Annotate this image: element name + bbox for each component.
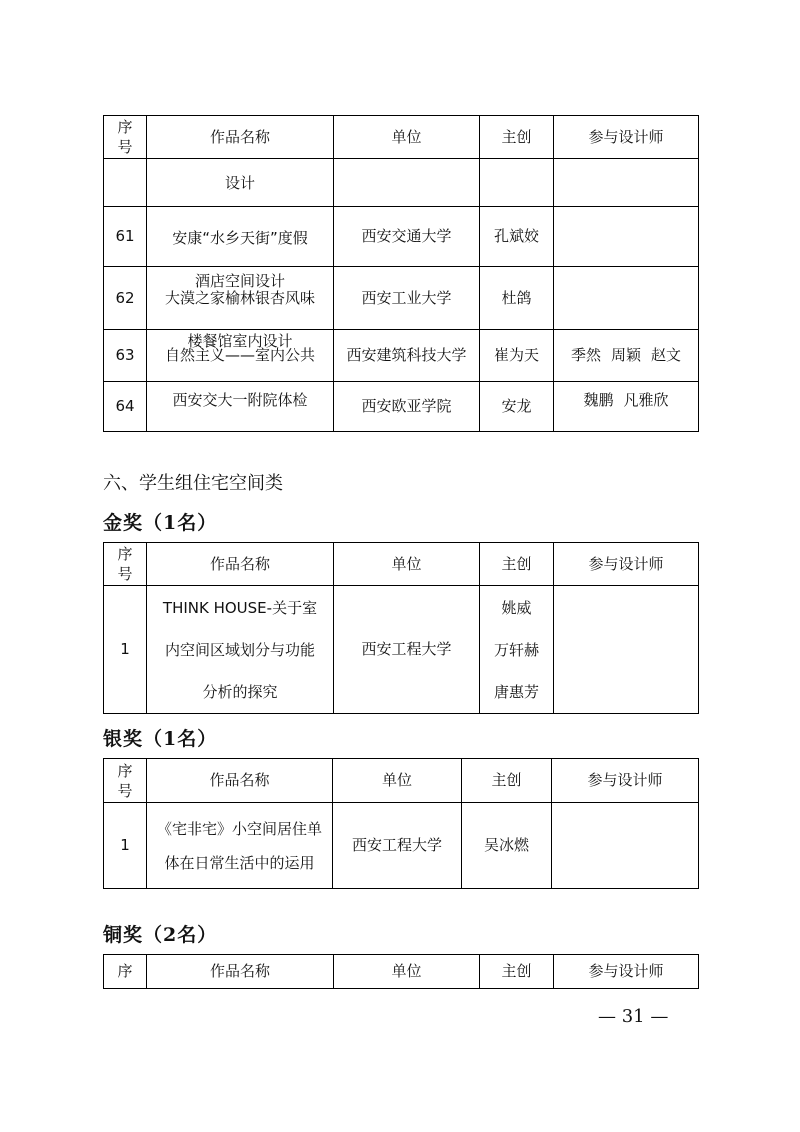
header-unit: 单位 <box>334 955 480 989</box>
table-row: 63 自然主义——室内公共 西安建筑科技大学 崔为天 季然 周颖 赵文 <box>104 330 699 382</box>
table-header-row <box>104 955 699 989</box>
header-designers: 参与设计师 <box>554 116 699 159</box>
table-header-row <box>104 116 699 159</box>
work-title-cell: 安康“水乡天街”度假 酒店空间设计 <box>147 207 334 267</box>
table-row: 64 西安交大一附院体检 西安欧亚学院 安龙 魏鹏 凡雅欣 <box>104 382 699 432</box>
header-work: 作品名称 <box>147 759 333 803</box>
bronze-award-title: 铜奖（2名） <box>103 924 218 946</box>
table-row: 1 《宅非宅》小空间居住单 体在日常生活中的运用 西安工程大学 吴冰燃 <box>104 803 699 889</box>
header-seq: 序 号 <box>104 543 147 586</box>
gold-award-title: 金奖（1名） <box>103 512 218 534</box>
header-designers: 参与设计师 <box>554 955 699 989</box>
table-row: 62 大漠之家榆林银杏风味 楼餐馆室内设计 西安工业大学 杜鸽 <box>104 267 699 330</box>
silver-award-title: 银奖（1名） <box>103 728 218 750</box>
header-seq: 序 号 <box>104 116 147 159</box>
table-header-row <box>104 759 699 803</box>
silver-award-table <box>103 758 699 889</box>
header-unit: 单位 <box>333 759 462 803</box>
page-number: — 31 — <box>598 1006 669 1027</box>
header-unit: 单位 <box>334 543 480 586</box>
section-heading: 六、学生组住宅空间类 <box>103 473 283 494</box>
header-work: 作品名称 <box>147 543 334 586</box>
header-lead: 主创 <box>480 116 554 159</box>
table-row: 设计 <box>104 159 699 207</box>
header-lead: 主创 <box>462 759 552 803</box>
header-lead: 主创 <box>480 955 554 989</box>
header-work: 作品名称 <box>147 116 334 159</box>
table-row: 61 安康“水乡天街”度假 酒店空间设计 西安交通大学 孔斌姣 <box>104 207 699 267</box>
header-designers: 参与设计师 <box>554 543 699 586</box>
header-seq: 序 <box>104 955 147 989</box>
work-title-cell: 大漠之家榆林银杏风味 楼餐馆室内设计 <box>147 267 334 330</box>
table-header-row <box>104 543 699 586</box>
gold-award-table <box>103 542 699 714</box>
awards-table-continued <box>103 115 699 432</box>
table-row: 1 THINK HOUSE-关于室 内空间区域划分与功能 分析的探究 西安工程大学 姚威 万轩赫 唐惠芳 <box>104 586 699 714</box>
header-seq: 序 号 <box>104 759 147 803</box>
header-designers: 参与设计师 <box>552 759 699 803</box>
bronze-award-table <box>103 954 699 989</box>
header-lead: 主创 <box>480 543 554 586</box>
header-work: 作品名称 <box>147 955 334 989</box>
header-unit: 单位 <box>334 116 480 159</box>
